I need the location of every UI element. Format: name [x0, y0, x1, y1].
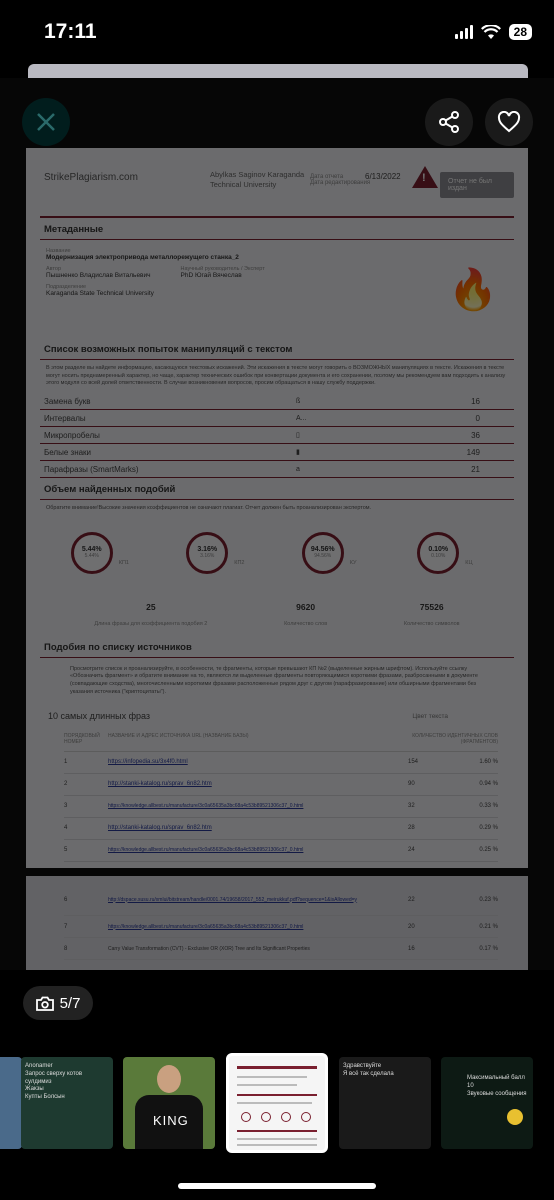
status-time: 17:11: [44, 20, 97, 43]
heart-icon: [497, 111, 521, 133]
status-bar: [0, 0, 554, 70]
home-indicator[interactable]: [178, 1183, 376, 1189]
battery-icon: 28: [509, 24, 532, 40]
wifi-icon: [481, 25, 501, 40]
camera-icon: [36, 996, 54, 1011]
thumbnail-photo[interactable]: [123, 1057, 215, 1149]
thumbnail-chat-3[interactable]: Максимальный балл 10 Звуковые сообщения: [441, 1057, 533, 1149]
viewer-overlay: [0, 78, 554, 970]
close-icon: [35, 111, 57, 133]
image-viewer[interactable]: [0, 78, 554, 970]
thumbnail-strip: [0, 1055, 554, 1151]
share-button[interactable]: [425, 98, 473, 146]
signal-icon: [455, 25, 473, 39]
favorite-button[interactable]: [485, 98, 533, 146]
bottom-bar: [0, 970, 554, 1200]
thumbnail-chat-1[interactable]: Anonamer Запрос сверху котов сулдимиз Жакзы Купты Болсын: [21, 1057, 113, 1149]
close-button[interactable]: [22, 98, 70, 146]
status-icons: [455, 24, 532, 40]
shirt-text: KING: [153, 1113, 189, 1128]
thumbnail-document-active[interactable]: [226, 1053, 328, 1153]
share-icon: [437, 110, 461, 134]
thumbnail-partial[interactable]: [0, 1057, 22, 1149]
thumbnail-chat-2[interactable]: Здравствуйте Я всё так сделала: [339, 1057, 431, 1149]
photo-counter[interactable]: 5/7: [23, 986, 93, 1020]
